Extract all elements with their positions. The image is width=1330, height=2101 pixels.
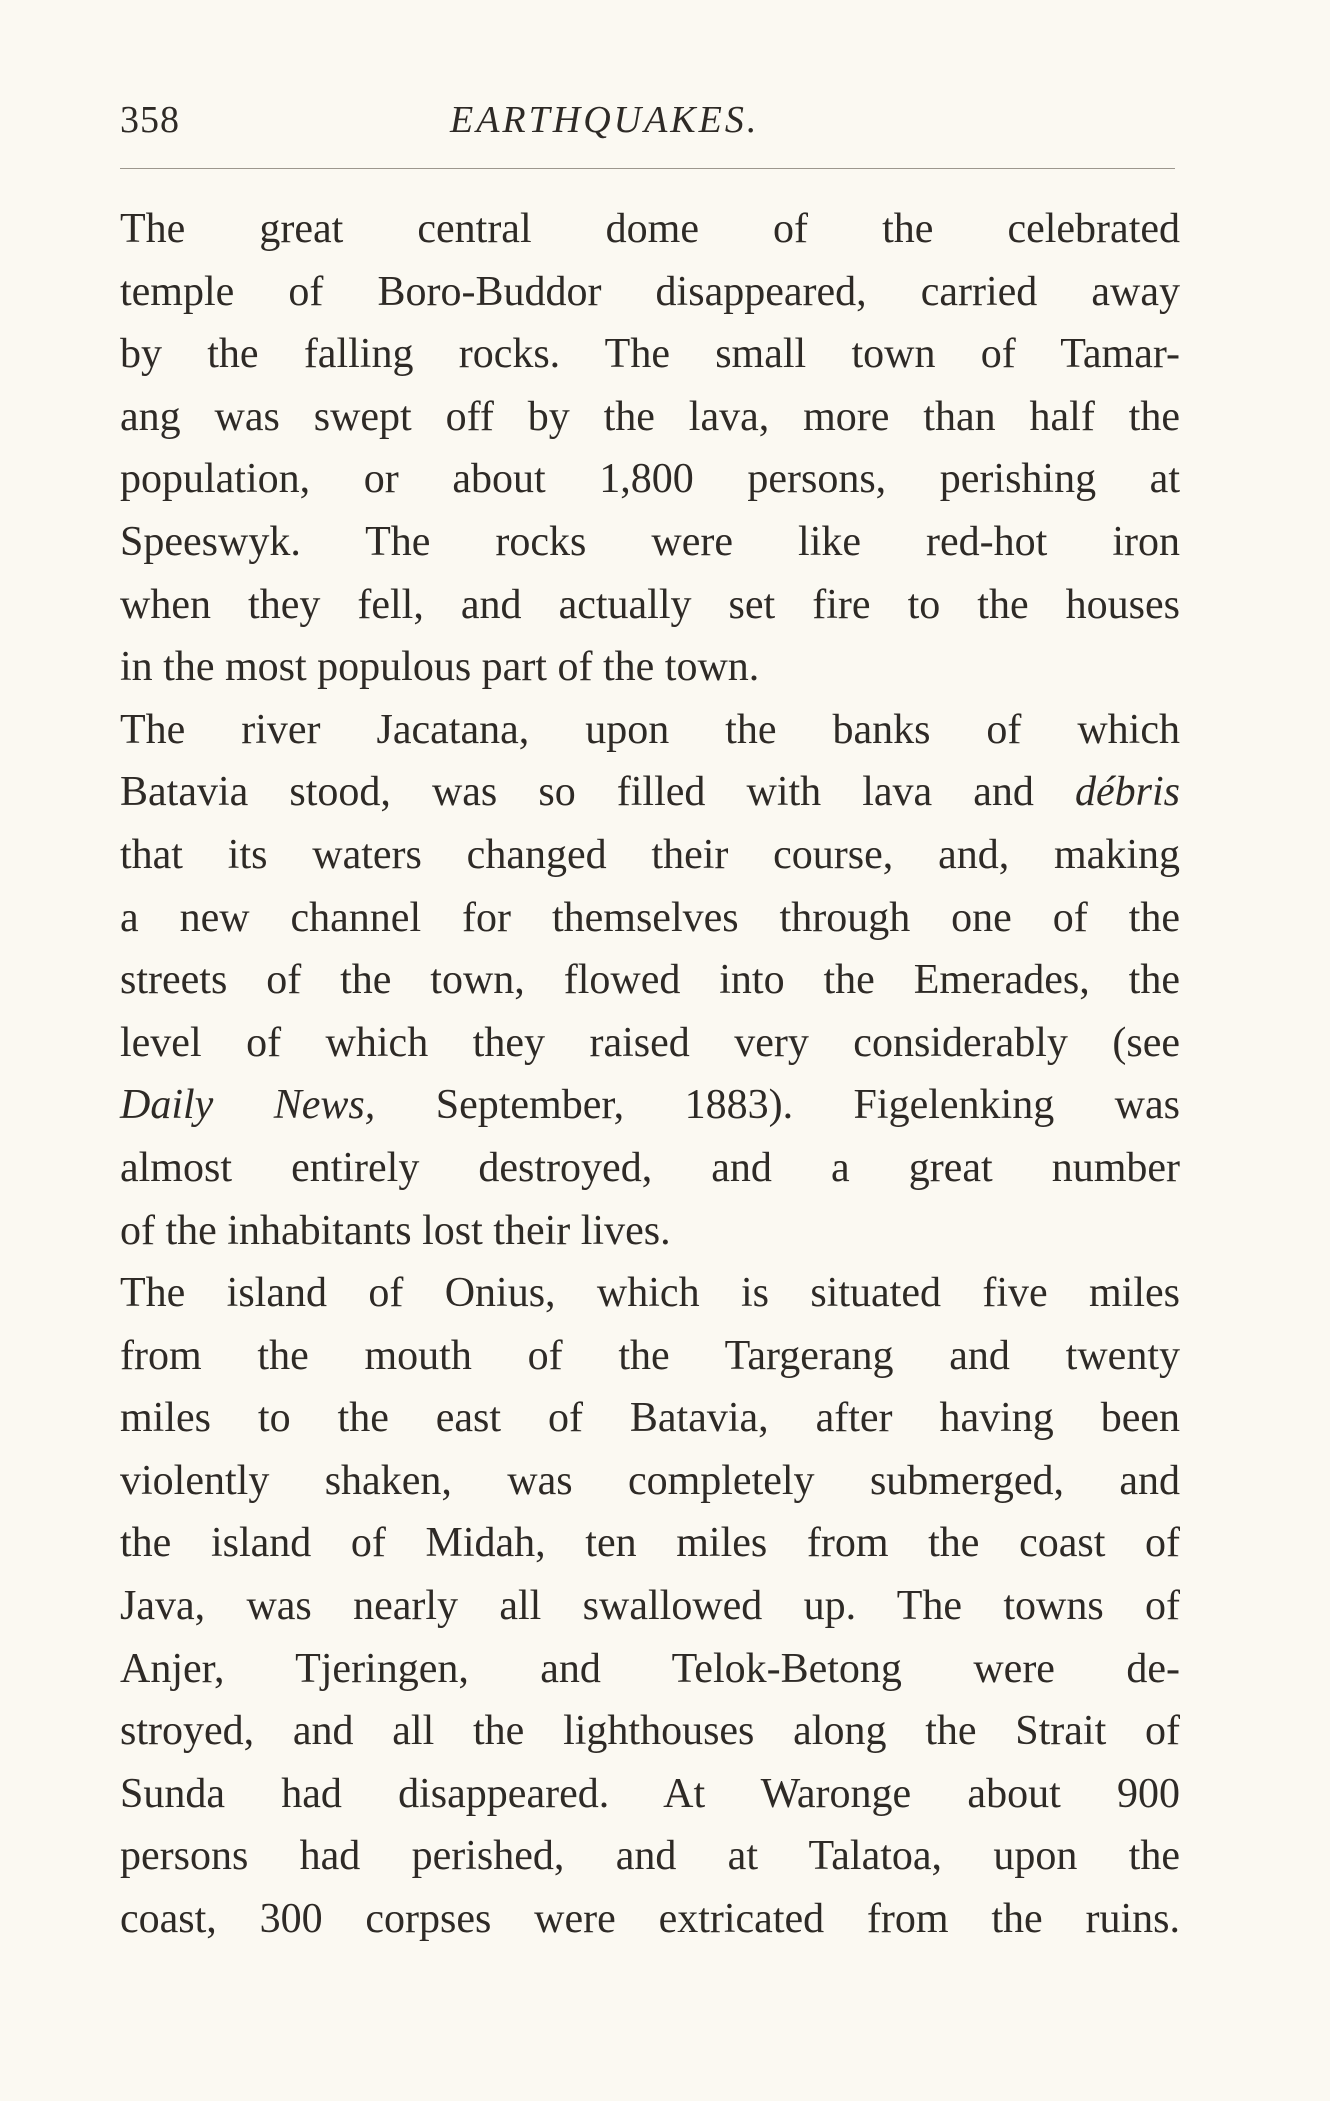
text-line: streets of the town, flowed into the Emerades, the — [120, 957, 1180, 1004]
text-line: almost entirely destroyed, and a great number — [120, 1144, 1180, 1191]
running-title: EARTHQUAKES. — [450, 99, 760, 141]
paragraph-3 — [120, 1262, 1180, 1951]
text-line: by the falling rocks. The small town of Tamar- — [120, 331, 1180, 378]
text-line: in the most populous part of the town. — [120, 644, 760, 691]
text-line: The great central dome of the celebrated — [120, 206, 1180, 252]
text-line: when they fell, and actually set fire to the houses — [120, 581, 1180, 628]
text-line: violently shaken, was completely submerged, and — [120, 1457, 1180, 1504]
text-line: the island of Midah, ten miles from the coast of — [120, 1520, 1180, 1567]
italic-title: Daily News, — [120, 1082, 376, 1129]
text-segment: Batavia stood, was so filled with lava and — [120, 769, 1075, 816]
italic-term: débris — [1075, 769, 1180, 816]
text-line: that its waters changed their course, and, making — [120, 831, 1180, 878]
body-text — [120, 198, 1180, 1951]
text-line: level of which they raised very considerably (see — [120, 1019, 1180, 1066]
page-number: 358 — [120, 99, 180, 141]
text-segment: September, 1883). Figelenking was — [375, 1082, 1180, 1129]
text-line: Speeswyk. The rocks were like red-hot iron — [120, 518, 1180, 565]
text-line — [120, 1074, 1180, 1137]
text-line: stroyed, and all the lighthouses along the Strait of — [120, 1708, 1180, 1755]
text-line: of the inhabitants lost their lives. — [120, 1207, 671, 1254]
paragraph-1 — [120, 198, 1180, 699]
running-header — [120, 98, 1175, 148]
text-line: population, or about 1,800 persons, perishing at — [120, 456, 1180, 503]
text-line: from the mouth of the Targerang and twenty — [120, 1332, 1180, 1379]
text-line: Java, was nearly all swallowed up. The towns of — [120, 1583, 1180, 1630]
text-line: The island of Onius, which is situated five miles — [120, 1270, 1180, 1317]
paragraph-2 — [120, 699, 1180, 1262]
text-line: The river Jacatana, upon the banks of which — [120, 706, 1180, 753]
text-line: a new channel for themselves through one of the — [120, 894, 1180, 941]
text-line: miles to the east of Batavia, after having been — [120, 1395, 1180, 1442]
text-line: ang was swept off by the lava, more than half the — [120, 393, 1180, 440]
header-rule — [120, 168, 1175, 169]
text-line: coast, 300 corpses were extricated from the ruins. — [120, 1896, 1180, 1943]
text-line: persons had perished, and at Talatoa, upon the — [120, 1833, 1180, 1880]
text-line: temple of Boro-Buddor disappeared, carried away — [120, 268, 1180, 315]
text-line — [120, 761, 1180, 824]
text-line: Sunda had disappeared. At Waronge about 900 — [120, 1770, 1180, 1817]
text-line: Anjer, Tjeringen, and Telok-Betong were de- — [120, 1645, 1180, 1692]
